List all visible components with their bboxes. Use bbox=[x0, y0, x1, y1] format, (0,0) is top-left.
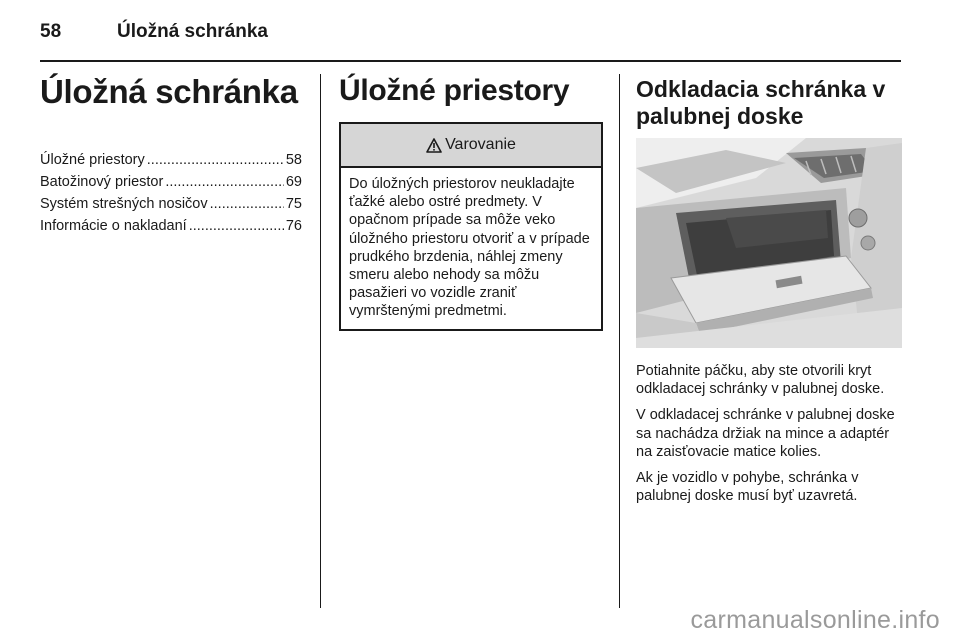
table-of-contents bbox=[40, 149, 302, 237]
page-number: 58 bbox=[40, 21, 62, 42]
header-rule bbox=[40, 60, 901, 62]
toc-leader-dots bbox=[210, 193, 284, 215]
warning-heading: Varovanie bbox=[445, 136, 516, 153]
toc-entry[interactable] bbox=[40, 215, 302, 237]
open-glovebox-photo bbox=[636, 138, 902, 348]
column-divider-left bbox=[320, 74, 321, 608]
paragraph-open-glovebox: Potiahnite páčku, aby ste otvorili kryt odkladacej schránky v palubnej doske. bbox=[636, 363, 885, 398]
warning-triangle-icon bbox=[426, 138, 442, 153]
column-divider-right bbox=[619, 74, 620, 608]
column-glovebox bbox=[636, 70, 902, 505]
toc-entry-page: 75 bbox=[285, 196, 302, 212]
toc-entry[interactable] bbox=[40, 171, 302, 193]
warning-text: Do úložných priestorov neukladajte ťažké alebo ostré predmety. V opačnom prípade sa môže veko úložného priestoru otvoriť a v prípade prudkého brzdenia, náhlej zmeny smeru alebo nehody sa môžu pasažieri vo vozidle zraniť vymrštenými predmetmi. bbox=[349, 176, 590, 320]
toc-leader-dots bbox=[147, 149, 284, 171]
toc-entry-label: Systém strešných nosičov bbox=[40, 196, 208, 212]
section-title: Úložné priestory bbox=[339, 74, 570, 107]
warning-header bbox=[341, 124, 601, 168]
toc-entry-page: 69 bbox=[285, 174, 302, 190]
toc-leader-dots bbox=[189, 215, 284, 237]
toc-entry-label: Batožinový priestor bbox=[40, 174, 164, 190]
watermark: carmanualsonline.info bbox=[690, 606, 940, 634]
chapter-title: Úložná schránka bbox=[40, 73, 298, 110]
toc-entry[interactable] bbox=[40, 149, 302, 171]
toc-entry-label: Úložné priestory bbox=[40, 152, 145, 168]
toc-entry-page: 76 bbox=[285, 218, 302, 234]
toc-entry-page: 58 bbox=[285, 152, 302, 168]
warning-box bbox=[339, 122, 603, 331]
toc-leader-dots bbox=[165, 171, 284, 193]
running-title: Úložná schránka bbox=[117, 21, 268, 42]
column-chapter-overview bbox=[40, 70, 302, 237]
subsection-title: Odkladacia schránka v palubnej doske bbox=[636, 76, 886, 129]
column-storage-compartments bbox=[339, 70, 601, 331]
paragraph-keep-closed: Ak je vozidlo v pohybe, schránka v palubnej doske musí byť uzavretá. bbox=[636, 470, 859, 505]
toc-entry[interactable] bbox=[40, 193, 302, 215]
toc-entry-label: Informácie o nakladaní bbox=[40, 218, 187, 234]
paragraph-coin-holder: V odkladacej schránke v palubnej doske sa nachádza držiak na mince a adaptér na zaisťovacie matice kolies. bbox=[636, 407, 895, 460]
